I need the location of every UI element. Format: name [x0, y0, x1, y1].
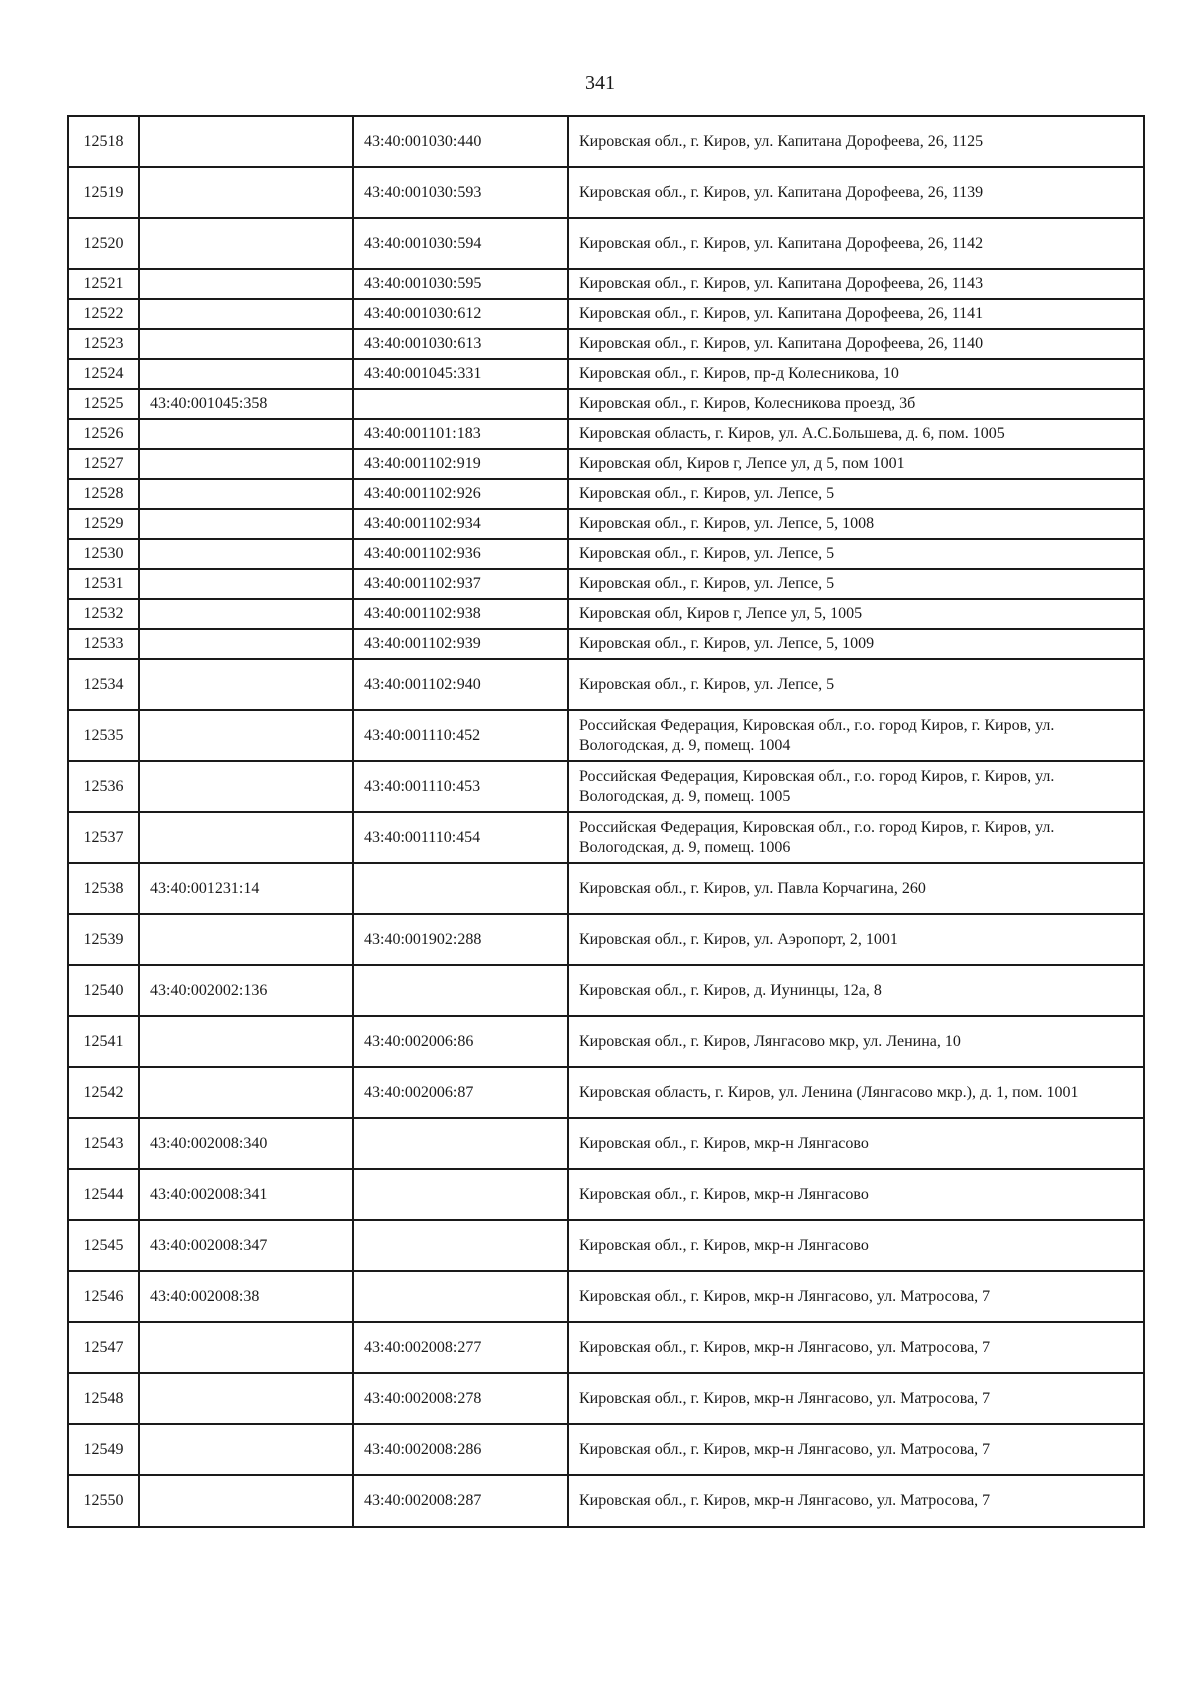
building-cadastral-number-cell: [353, 1220, 568, 1271]
row-number-cell: 12547: [68, 1322, 139, 1373]
parcel-cadastral-number-cell: [139, 629, 353, 659]
address-cell: Кировская обл., г. Киров, ул. Капитана Дорофеева, 26, 1141: [568, 299, 1144, 329]
building-cadastral-number-cell: [353, 1169, 568, 1220]
row-number-cell: 12524: [68, 359, 139, 389]
building-cadastral-number-cell: 43:40:002008:277: [353, 1322, 568, 1373]
address-cell: Кировская обл., г. Киров, ул. Лепсе, 5: [568, 659, 1144, 710]
building-cadastral-number-cell: 43:40:001110:453: [353, 761, 568, 812]
building-cadastral-number-cell: [353, 1118, 568, 1169]
table-row: [68, 269, 1144, 299]
address-cell: Кировская обл, Киров г, Лепсе ул, 5, 1005: [568, 599, 1144, 629]
building-cadastral-number-cell: 43:40:001030:440: [353, 116, 568, 167]
row-number-cell: 12523: [68, 329, 139, 359]
table-row: [68, 914, 1144, 965]
table-row: [68, 1475, 1144, 1527]
row-number-cell: 12548: [68, 1373, 139, 1424]
row-number-cell: 12546: [68, 1271, 139, 1322]
table-row: [68, 1067, 1144, 1118]
address-cell: Кировская обл., г. Киров, мкр-н Лянгасово, ул. Матросова, 7: [568, 1271, 1144, 1322]
building-cadastral-number-cell: 43:40:001902:288: [353, 914, 568, 965]
address-cell: Кировская обл., г. Киров, ул. Капитана Дорофеева, 26, 1142: [568, 218, 1144, 269]
address-cell: Кировская обл., г. Киров, ул. Лепсе, 5: [568, 539, 1144, 569]
row-number-cell: 12545: [68, 1220, 139, 1271]
row-number-cell: 12535: [68, 710, 139, 761]
parcel-cadastral-number-cell: 43:40:002008:340: [139, 1118, 353, 1169]
building-cadastral-number-cell: [353, 389, 568, 419]
table-row: [68, 419, 1144, 449]
row-number-cell: 12541: [68, 1016, 139, 1067]
building-cadastral-number-cell: 43:40:002008:287: [353, 1475, 568, 1527]
address-cell: Российская Федерация, Кировская обл., г.о. город Киров, г. Киров, ул. Вологодская, д. 9, помещ. 1005: [568, 761, 1144, 812]
table-row: [68, 1220, 1144, 1271]
row-number-cell: 12522: [68, 299, 139, 329]
building-cadastral-number-cell: 43:40:001102:919: [353, 449, 568, 479]
row-number-cell: 12537: [68, 812, 139, 863]
parcel-cadastral-number-cell: 43:40:001231:14: [139, 863, 353, 914]
parcel-cadastral-number-cell: 43:40:002008:341: [139, 1169, 353, 1220]
parcel-cadastral-number-cell: [139, 569, 353, 599]
table-row: [68, 599, 1144, 629]
parcel-cadastral-number-cell: [139, 761, 353, 812]
address-cell: Кировская обл., г. Киров, мкр-н Лянгасово: [568, 1169, 1144, 1220]
table-row: [68, 389, 1144, 419]
row-number-cell: 12520: [68, 218, 139, 269]
parcel-cadastral-number-cell: [139, 299, 353, 329]
address-cell: Кировская обл., г. Киров, ул. Капитана Дорофеева, 26, 1143: [568, 269, 1144, 299]
parcel-cadastral-number-cell: [139, 1016, 353, 1067]
building-cadastral-number-cell: 43:40:001110:452: [353, 710, 568, 761]
address-cell: Кировская обл., г. Киров, ул. Лепсе, 5: [568, 479, 1144, 509]
address-cell: Кировская обл., г. Киров, ул. Лепсе, 5, 1009: [568, 629, 1144, 659]
table-row: [68, 1118, 1144, 1169]
building-cadastral-number-cell: 43:40:001101:183: [353, 419, 568, 449]
parcel-cadastral-number-cell: [139, 1322, 353, 1373]
table-row: [68, 1322, 1144, 1373]
row-number-cell: 12533: [68, 629, 139, 659]
row-number-cell: 12540: [68, 965, 139, 1016]
table-row: [68, 710, 1144, 761]
row-number-cell: 12518: [68, 116, 139, 167]
building-cadastral-number-cell: 43:40:001102:937: [353, 569, 568, 599]
building-cadastral-number-cell: [353, 965, 568, 1016]
parcel-cadastral-number-cell: [139, 710, 353, 761]
building-cadastral-number-cell: 43:40:001102:940: [353, 659, 568, 710]
address-cell: Кировская обл., г. Киров, ул. Капитана Дорофеева, 26, 1140: [568, 329, 1144, 359]
address-cell: Российская Федерация, Кировская обл., г.о. город Киров, г. Киров, ул. Вологодская, д. 9, помещ. 1004: [568, 710, 1144, 761]
row-number-cell: 12542: [68, 1067, 139, 1118]
building-cadastral-number-cell: 43:40:001102:934: [353, 509, 568, 539]
parcel-cadastral-number-cell: [139, 116, 353, 167]
building-cadastral-number-cell: 43:40:001030:594: [353, 218, 568, 269]
address-cell: Кировская обл., г. Киров, мкр-н Лянгасово: [568, 1118, 1144, 1169]
parcel-cadastral-number-cell: [139, 269, 353, 299]
row-number-cell: 12521: [68, 269, 139, 299]
address-cell: Российская Федерация, Кировская обл., г.о. город Киров, г. Киров, ул. Вологодская, д. 9, помещ. 1006: [568, 812, 1144, 863]
parcel-cadastral-number-cell: [139, 812, 353, 863]
row-number-cell: 12543: [68, 1118, 139, 1169]
row-number-cell: 12536: [68, 761, 139, 812]
address-cell: Кировская обл., г. Киров, мкр-н Лянгасово, ул. Матросова, 7: [568, 1322, 1144, 1373]
row-number-cell: 12532: [68, 599, 139, 629]
parcel-cadastral-number-cell: [139, 1067, 353, 1118]
table-row: [68, 449, 1144, 479]
parcel-cadastral-number-cell: 43:40:002002:136: [139, 965, 353, 1016]
parcel-cadastral-number-cell: [139, 167, 353, 218]
address-cell: Кировская обл., г. Киров, ул. Лепсе, 5: [568, 569, 1144, 599]
parcel-cadastral-number-cell: [139, 479, 353, 509]
row-number-cell: 12531: [68, 569, 139, 599]
building-cadastral-number-cell: 43:40:002006:86: [353, 1016, 568, 1067]
building-cadastral-number-cell: [353, 863, 568, 914]
building-cadastral-number-cell: 43:40:002008:278: [353, 1373, 568, 1424]
address-cell: Кировская область, г. Киров, ул. А.С.Большева, д. 6, пом. 1005: [568, 419, 1144, 449]
row-number-cell: 12528: [68, 479, 139, 509]
row-number-cell: 12534: [68, 659, 139, 710]
table-row: [68, 1016, 1144, 1067]
table-row: [68, 359, 1144, 389]
parcel-cadastral-number-cell: [139, 1424, 353, 1475]
table-row: [68, 1169, 1144, 1220]
parcel-cadastral-number-cell: 43:40:001045:358: [139, 389, 353, 419]
row-number-cell: 12529: [68, 509, 139, 539]
address-cell: Кировская область, г. Киров, ул. Ленина (Лянгасово мкр.), д. 1, пом. 1001: [568, 1067, 1144, 1118]
building-cadastral-number-cell: 43:40:001030:612: [353, 299, 568, 329]
parcel-cadastral-number-cell: [139, 914, 353, 965]
parcel-cadastral-number-cell: [139, 449, 353, 479]
address-cell: Кировская обл., г. Киров, мкр-н Лянгасово, ул. Матросова, 7: [568, 1475, 1144, 1527]
table-row: [68, 116, 1144, 167]
building-cadastral-number-cell: 43:40:001102:939: [353, 629, 568, 659]
table-row: [68, 569, 1144, 599]
parcel-cadastral-number-cell: [139, 329, 353, 359]
address-cell: Кировская обл., г. Киров, Колесникова проезд, 3б: [568, 389, 1144, 419]
parcel-cadastral-number-cell: [139, 509, 353, 539]
table-row: [68, 965, 1144, 1016]
building-cadastral-number-cell: 43:40:001102:936: [353, 539, 568, 569]
table-row: [68, 1271, 1144, 1322]
table-row: [68, 761, 1144, 812]
address-cell: Кировская обл., г. Киров, ул. Аэропорт, 2, 1001: [568, 914, 1144, 965]
table-row: [68, 167, 1144, 218]
building-cadastral-number-cell: 43:40:001030:593: [353, 167, 568, 218]
parcel-cadastral-number-cell: 43:40:002008:38: [139, 1271, 353, 1322]
parcel-cadastral-number-cell: [139, 218, 353, 269]
address-cell: Кировская обл., г. Киров, пр-д Колесникова, 10: [568, 359, 1144, 389]
building-cadastral-number-cell: 43:40:001102:938: [353, 599, 568, 629]
parcel-cadastral-number-cell: [139, 539, 353, 569]
building-cadastral-number-cell: 43:40:002008:286: [353, 1424, 568, 1475]
building-cadastral-number-cell: 43:40:001045:331: [353, 359, 568, 389]
address-cell: Кировская обл., г. Киров, мкр-н Лянгасово, ул. Матросова, 7: [568, 1373, 1144, 1424]
address-cell: Кировская обл., г. Киров, ул. Павла Корчагина, 260: [568, 863, 1144, 914]
row-number-cell: 12525: [68, 389, 139, 419]
building-cadastral-number-cell: 43:40:001030:613: [353, 329, 568, 359]
table-row: [68, 812, 1144, 863]
address-cell: Кировская обл., г. Киров, ул. Капитана Дорофеева, 26, 1125: [568, 116, 1144, 167]
table-row: [68, 863, 1144, 914]
table-row: [68, 659, 1144, 710]
page-number: 341: [585, 72, 615, 94]
table-row: [68, 629, 1144, 659]
table-row: [68, 299, 1144, 329]
row-number-cell: 12526: [68, 419, 139, 449]
row-number-cell: 12539: [68, 914, 139, 965]
parcel-cadastral-number-cell: [139, 599, 353, 629]
address-cell: Кировская обл, Киров г, Лепсе ул, д 5, пом 1001: [568, 449, 1144, 479]
address-cell: Кировская обл., г. Киров, мкр-н Лянгасово: [568, 1220, 1144, 1271]
building-cadastral-number-cell: [353, 1271, 568, 1322]
table-row: [68, 1424, 1144, 1475]
registry-table: [67, 115, 1145, 1528]
address-cell: Кировская обл., г. Киров, д. Иунинцы, 12а, 8: [568, 965, 1144, 1016]
row-number-cell: 12527: [68, 449, 139, 479]
building-cadastral-number-cell: 43:40:001110:454: [353, 812, 568, 863]
table-row: [68, 539, 1144, 569]
row-number-cell: 12549: [68, 1424, 139, 1475]
parcel-cadastral-number-cell: [139, 419, 353, 449]
table-row: [68, 509, 1144, 539]
parcel-cadastral-number-cell: [139, 1475, 353, 1527]
row-number-cell: 12550: [68, 1475, 139, 1527]
parcel-cadastral-number-cell: [139, 359, 353, 389]
table-row: [68, 329, 1144, 359]
table-row: [68, 1373, 1144, 1424]
table-row: [68, 479, 1144, 509]
parcel-cadastral-number-cell: 43:40:002008:347: [139, 1220, 353, 1271]
address-cell: Кировская обл., г. Киров, мкр-н Лянгасово, ул. Матросова, 7: [568, 1424, 1144, 1475]
building-cadastral-number-cell: 43:40:001030:595: [353, 269, 568, 299]
parcel-cadastral-number-cell: [139, 659, 353, 710]
building-cadastral-number-cell: 43:40:002006:87: [353, 1067, 568, 1118]
row-number-cell: 12544: [68, 1169, 139, 1220]
row-number-cell: 12519: [68, 167, 139, 218]
row-number-cell: 12530: [68, 539, 139, 569]
registry-table-body: [68, 116, 1144, 1527]
address-cell: Кировская обл., г. Киров, ул. Капитана Дорофеева, 26, 1139: [568, 167, 1144, 218]
parcel-cadastral-number-cell: [139, 1373, 353, 1424]
row-number-cell: 12538: [68, 863, 139, 914]
building-cadastral-number-cell: 43:40:001102:926: [353, 479, 568, 509]
address-cell: Кировская обл., г. Киров, ул. Лепсе, 5, 1008: [568, 509, 1144, 539]
table-row: [68, 218, 1144, 269]
address-cell: Кировская обл., г. Киров, Лянгасово мкр, ул. Ленина, 10: [568, 1016, 1144, 1067]
